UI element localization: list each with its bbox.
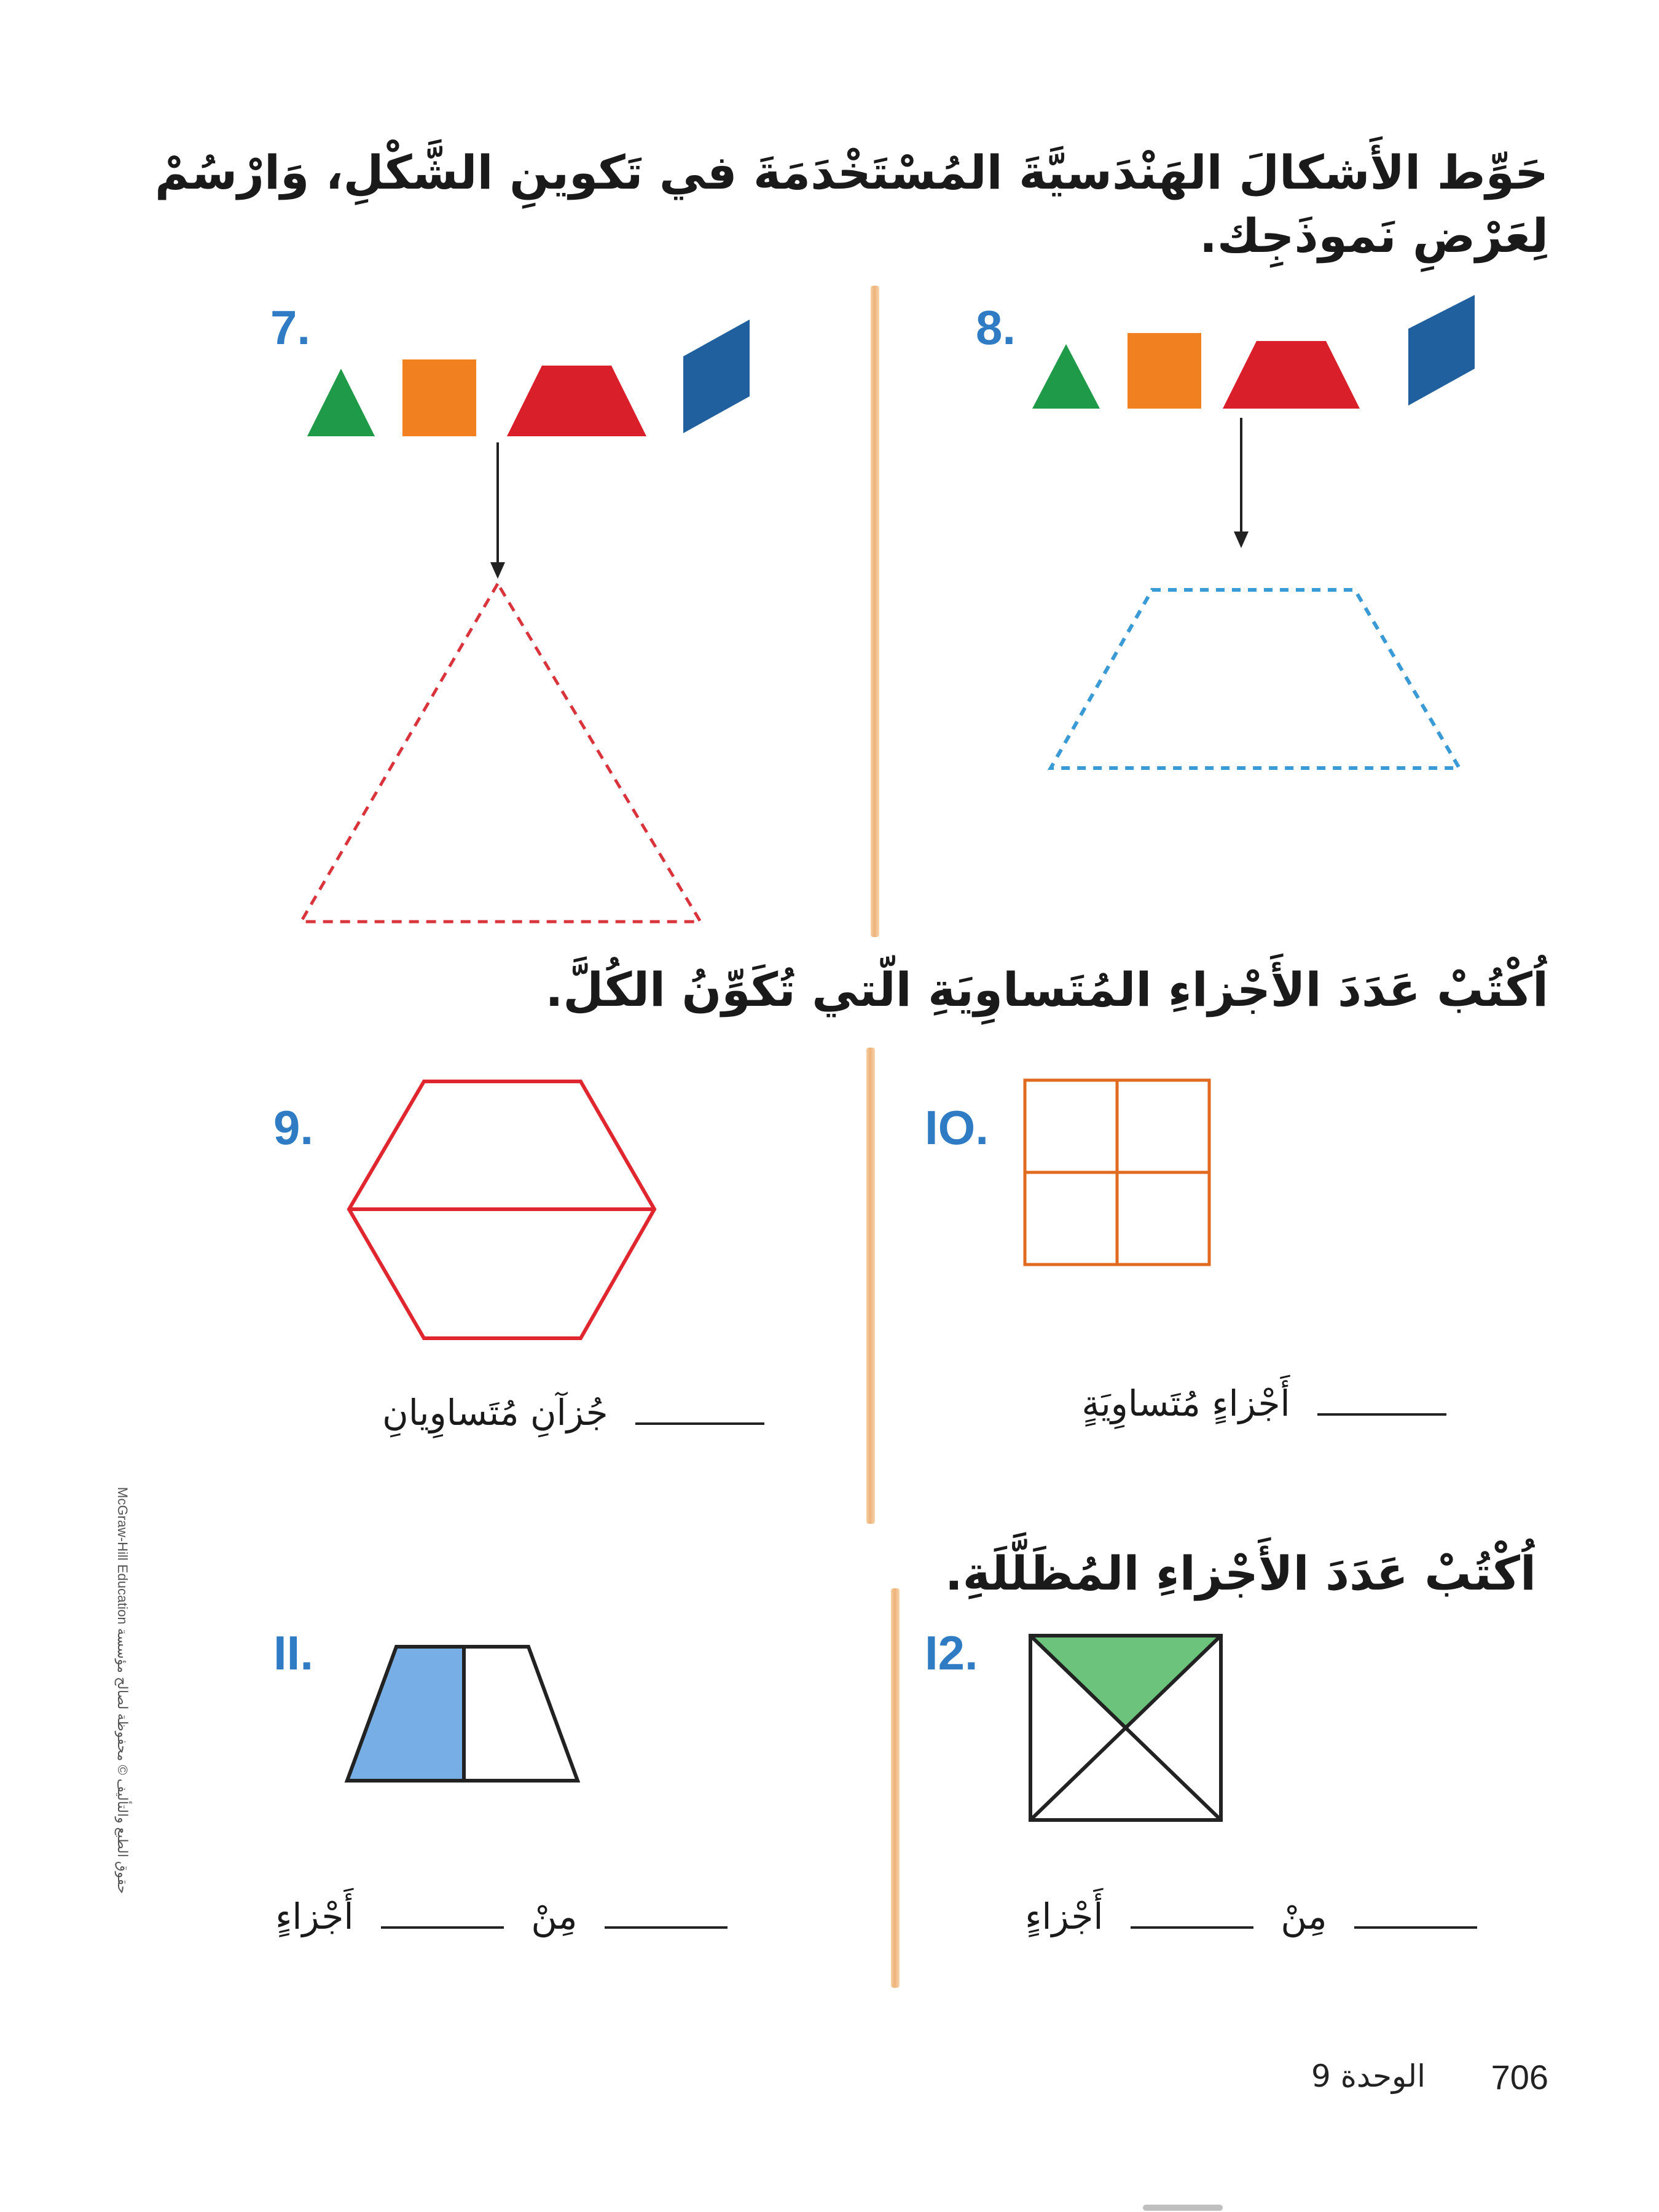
column-divider: [866, 1048, 875, 1524]
problem-number-7: 7.: [270, 300, 311, 355]
red-trapezoid-block[interactable]: [1223, 341, 1360, 409]
unit-label: الوحدة 9: [1311, 2058, 1426, 2094]
answer-blank-10[interactable]: [1317, 1413, 1446, 1416]
problem-number-11: II.: [273, 1626, 314, 1680]
home-indicator[interactable]: [1143, 2205, 1223, 2211]
column-divider: [891, 1588, 900, 1988]
answer-blank-12a[interactable]: [1354, 1926, 1477, 1929]
problem-number-8: 8.: [976, 300, 1016, 355]
answer-blank-12b[interactable]: [1131, 1926, 1253, 1929]
square-x-quarter-shaded: [1023, 1628, 1232, 1831]
answer-label-10: أَجْزاءٍ مُتَساوِيَةٍ: [1081, 1382, 1290, 1424]
answer-line-10: [1082, 1382, 1462, 1424]
blue-rhombus-block[interactable]: [683, 320, 750, 433]
trapezoid-half-shaded: [338, 1634, 596, 1794]
answer-label-9: جُزآنِ مُتَساوِيانِ: [382, 1392, 608, 1433]
problem-number-9: 9.: [273, 1100, 314, 1155]
hexagon-figure: [344, 1069, 664, 1352]
green-triangle-block[interactable]: [1032, 344, 1100, 409]
instruction-shaded-parts: اُكْتُبْ عَدَدَ الأَجْزاءِ المُظَلَّلَةِ.: [944, 1546, 1536, 1601]
square-quarters-figure: [1020, 1075, 1217, 1272]
red-trapezoid-block[interactable]: [507, 366, 646, 436]
arrow-8: [1223, 418, 1260, 559]
parts-word-11: أَجْزاءٍ: [275, 1896, 354, 1937]
orange-square-block[interactable]: [402, 359, 476, 436]
arrow-7: [479, 442, 516, 584]
answer-line-9: [382, 1392, 780, 1433]
problem-number-12: I2.: [925, 1626, 978, 1680]
column-divider: [871, 286, 879, 937]
of-word-12: مِنْ: [1281, 1896, 1327, 1937]
answer-blank-11b[interactable]: [381, 1926, 504, 1929]
answer-blank-9[interactable]: [635, 1422, 764, 1425]
dashed-triangle-outline[interactable]: [289, 571, 719, 940]
blue-rhombus-block[interactable]: [1408, 295, 1475, 406]
pattern-blocks-7: [295, 307, 762, 467]
instruction-equal-parts: اُكْتُبْ عَدَدَ الأَجْزاءِ المُتَساوِيَةِ الّتي تُكَوِّنُ الكُلَّ.: [545, 962, 1548, 1017]
answer-blank-11a[interactable]: [605, 1926, 728, 1929]
copyright-credit: حقوق الطبع والتأليف © محفوظة لصالح مؤسسة McGraw-Hill Education: [115, 1487, 130, 1894]
answer-line-11: [275, 1896, 743, 1937]
dashed-trapezoid-outline[interactable]: [1038, 578, 1469, 786]
instruction-shapes: حَوِّط الأَشكالَ الهَنْدَسيَّةَ المُسْتَخْدَمَةَ في تَكوينِ الشَّكْلِ، وَارْسُمْ لِعَرْضِ نَموذَجِك.: [154, 145, 1548, 263]
problem-number-10: IO.: [925, 1100, 989, 1155]
parts-word-12: أَجْزاءٍ: [1025, 1896, 1104, 1937]
answer-line-12: [1025, 1896, 1493, 1937]
of-word-11: مِنْ: [531, 1896, 578, 1937]
page-number: 706: [1491, 2058, 1548, 2096]
orange-square-block[interactable]: [1128, 333, 1201, 409]
green-triangle-block[interactable]: [307, 369, 375, 436]
